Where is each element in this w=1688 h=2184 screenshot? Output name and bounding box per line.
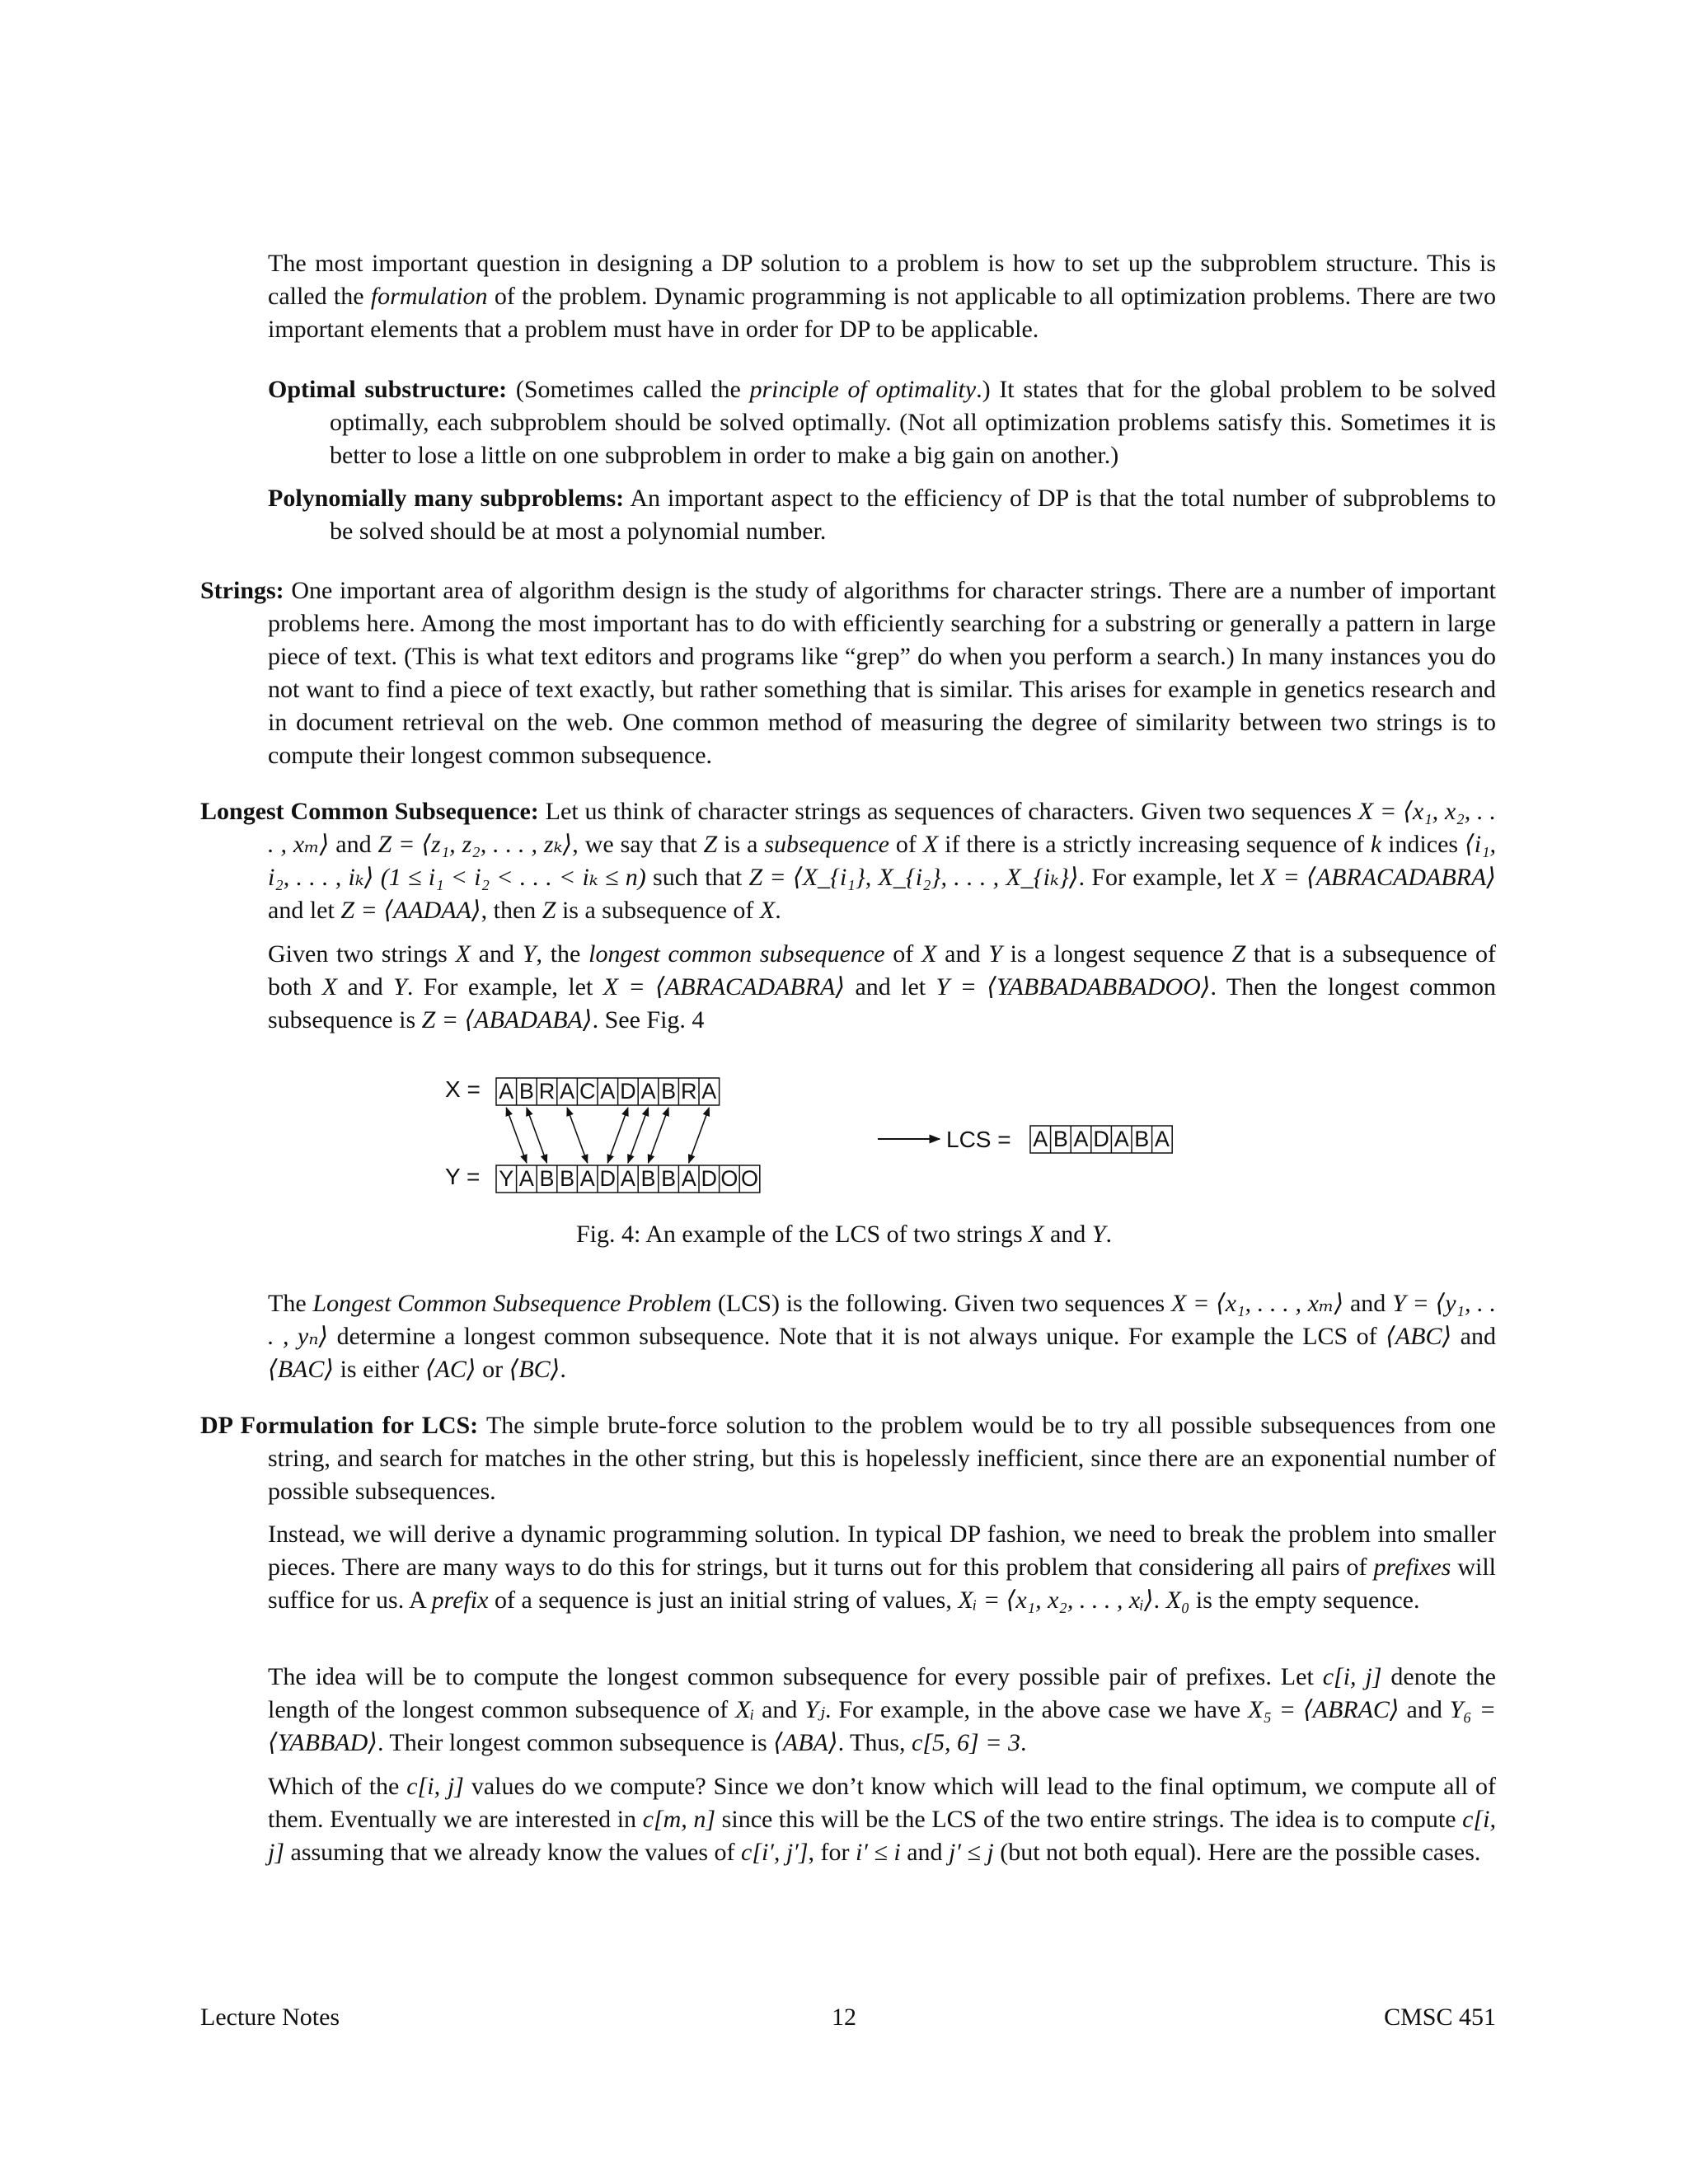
text: , the (536, 940, 589, 968)
term-heading: Polynomially many subproblems: (268, 485, 625, 512)
text: of the problem. Dynamic programming is not applicable to all optimization problems. There are two important elements that a problem must have in order for DP to be applicable. (268, 283, 1496, 343)
math: c[i′, j′] (741, 1839, 809, 1866)
text: and let (268, 897, 341, 924)
match-arrows (506, 1108, 709, 1163)
text: . (1105, 1221, 1112, 1248)
math: c[i, j] (268, 1806, 1496, 1866)
x-string-char: R (538, 1079, 556, 1104)
text: and (329, 831, 378, 858)
text: , for (808, 1839, 856, 1866)
text: . (1020, 1729, 1027, 1756)
lcs-figure (0, 1055, 1688, 1203)
y-string-label: Y = (445, 1164, 481, 1189)
x-string-char: B (661, 1079, 677, 1104)
lcs-result-char: D (1093, 1127, 1109, 1151)
text: . (1153, 1586, 1166, 1614)
lcs-result-char: A (1073, 1127, 1089, 1151)
text: Given two strings (268, 940, 456, 968)
text: Which of the (268, 1773, 407, 1800)
text: . For example, let (1078, 864, 1261, 891)
math: Yⱼ (804, 1696, 825, 1723)
x-string-char: A (560, 1079, 575, 1104)
math: ⟨BAC⟩ (268, 1356, 335, 1383)
paragraph-which (268, 1770, 1496, 1869)
emphasis: prefixes (1373, 1554, 1451, 1581)
lcs-result-char: A (1114, 1127, 1129, 1151)
math: i′ ≤ i (856, 1839, 901, 1866)
math: Y = ⟨y₁, . . . , yₙ⟩ (268, 1290, 1496, 1350)
math: Z (542, 897, 556, 924)
math: c[i, j] (1322, 1663, 1382, 1690)
math: X (455, 940, 471, 968)
term-heading: Longest Common Subsequence: (200, 798, 539, 825)
math: Y (988, 940, 1002, 968)
footer-left: Lecture Notes (200, 2004, 340, 2031)
text: is either (334, 1356, 425, 1383)
text: and (754, 1696, 805, 1723)
text: assuming that we already know the values of (284, 1839, 742, 1866)
text: values do we compute? Since we don’t know which will lead to the final optimum, we compute all of them. Eventually we are interested in (268, 1773, 1496, 1833)
math: Xᵢ (735, 1696, 755, 1723)
math: X = ⟨ABRACADABRA⟩ (603, 973, 846, 1001)
paragraph-instead (268, 1518, 1496, 1617)
lcs-result-char: A (1033, 1127, 1048, 1151)
text: The (268, 1290, 313, 1317)
match-arrow (527, 1108, 547, 1163)
math: X (321, 973, 338, 1001)
math: Z (1231, 940, 1246, 968)
match-arrow (649, 1108, 669, 1163)
math: X (922, 831, 939, 858)
text: is the empty sequence. (1189, 1586, 1420, 1614)
text: if there is a strictly increasing sequence of (938, 831, 1371, 858)
text: will suffice for us. A (268, 1554, 1496, 1614)
figure-caption (0, 1218, 1688, 1251)
math: X (921, 940, 937, 968)
text: Instead, we will derive a dynamic programming solution. In typical DP fashion, we need to break the problem into smaller pieces. There are many ways to do this for strings, but it turns out for this problem that considering all pairs of (268, 1521, 1496, 1581)
x-string-char: D (620, 1079, 636, 1104)
item-dp-formulation (200, 1409, 1496, 1508)
math: (1 ≤ i₁ < i₂ < . . . < iₖ ≤ n) (380, 864, 646, 891)
math: c[i, j] (406, 1773, 464, 1800)
text: The idea will be to compute the longest common subsequence for every possible pair of prefixes. Let (268, 1663, 1323, 1690)
text: Let us think of character strings as sequences of characters. Given two sequences (538, 798, 1358, 825)
math: ⟨ABC⟩ (1386, 1323, 1452, 1350)
x-string-char: A (600, 1079, 616, 1104)
match-arrow (607, 1108, 628, 1163)
math: Y (393, 973, 407, 1001)
math: X = ⟨x₁, x₂, . . . , xₘ⟩ (268, 798, 1496, 858)
math: X (1029, 1221, 1044, 1248)
emphasis: subsequence (764, 831, 889, 858)
text: . Then the longest common subsequence is (268, 973, 1496, 1033)
text: (LCS) is the following. Given two sequences (711, 1290, 1171, 1317)
match-arrow (689, 1108, 710, 1163)
text: One important area of algorithm design is the study of algorithms for character strings. There are a number of important problems here. Among the most important has to do with efficiently searching for a substring or generally a pattern in large piece of text. (This is what text editors and programs like “grep” do when you perform a search.) In many instances you do not want to find a piece of text exactly, but rather something that is similar. This arises for example in genetics research and in document retrieval on the web. One common method of measuring the degree of similarity between two strings is to compute their longest common subsequence. (268, 577, 1496, 769)
text: such that (645, 864, 749, 891)
text: and (936, 940, 989, 968)
x-string-label: X = (445, 1076, 481, 1102)
text: (Sometimes called the (507, 376, 750, 403)
x-string-cells (496, 1078, 720, 1105)
text: . (775, 897, 781, 924)
emphasis: longest common subsequence (588, 940, 885, 968)
item-strings (200, 574, 1496, 772)
text: and (337, 973, 394, 1001)
text: An important aspect to the efficiency of DP is that the total number of subproblems to be solved should be at most a polynomial number. (330, 485, 1496, 545)
math: Z (703, 831, 718, 858)
text: . (560, 1356, 566, 1383)
math: ⟨AC⟩ (424, 1356, 476, 1383)
emphasis: principle of optimality (749, 376, 977, 403)
match-arrow (506, 1108, 527, 1163)
y-string-char: B (661, 1166, 677, 1191)
item-polynomial-subproblems (268, 482, 1496, 548)
y-string-char: A (620, 1166, 635, 1191)
math: k (1370, 831, 1382, 858)
match-arrow (567, 1108, 588, 1163)
x-string-char: A (499, 1079, 514, 1104)
lcs-result-char: B (1134, 1127, 1150, 1151)
math: Z = ⟨z₁, z₂, . . . , zₖ⟩ (377, 831, 573, 858)
text: or (476, 1356, 509, 1383)
item-lcs-definition (200, 795, 1496, 927)
math: Y₆ = ⟨YABBAD⟩ (268, 1696, 1497, 1756)
math: Xᵢ = ⟨x₁, x₂, . . . , xᵢ⟩ (958, 1586, 1154, 1614)
y-string-char: A (518, 1166, 534, 1191)
y-string-cells (496, 1165, 760, 1193)
lcs-result-char: B (1053, 1127, 1068, 1151)
text: Fig. 4: An example of the LCS of two strings (576, 1221, 1029, 1248)
x-string-char: R (680, 1079, 697, 1104)
footer-right: CMSC 451 (1384, 2004, 1496, 2031)
item-optimal-substructure (268, 373, 1496, 472)
text: . Thus, (837, 1729, 912, 1756)
text: (but not both equal). Here are the possible cases. (993, 1839, 1481, 1866)
y-string-char: A (579, 1166, 595, 1191)
text: denote the length of the longest common subsequence of (268, 1663, 1496, 1723)
lcs-result-char: A (1154, 1127, 1170, 1151)
math: ⟨ABA⟩ (773, 1729, 838, 1756)
text: of (884, 940, 922, 968)
math: X = ⟨x₁, . . . , xₘ⟩ (1170, 1290, 1344, 1317)
math: ⟨BC⟩ (509, 1356, 560, 1383)
math: Z = ⟨X_{i₁}, X_{i₂}, . . . , X_{iₖ}⟩ (748, 864, 1079, 891)
y-string-char: D (701, 1166, 718, 1191)
text: and (1043, 1221, 1092, 1248)
x-string-char: C (579, 1079, 596, 1104)
text: is a subsequence of (556, 897, 760, 924)
text: . For example, let (406, 973, 603, 1001)
math: j′ ≤ j (949, 1839, 994, 1866)
text: and (1343, 1290, 1393, 1317)
math: X₀ (1165, 1586, 1190, 1614)
term-heading: DP Formulation for LCS: (200, 1412, 479, 1439)
math: ⟨i₁, i₂, . . . , iₖ⟩ (268, 831, 1496, 891)
text: that is a subsequence of both (268, 940, 1496, 1001)
paragraph-lcs-problem (268, 1287, 1496, 1386)
text: and (470, 940, 523, 968)
y-string-char: A (681, 1166, 696, 1191)
text: is a longest sequence (1001, 940, 1232, 968)
math: X₅ = ⟨ABRAC⟩ (1248, 1696, 1400, 1723)
math: Y (1091, 1221, 1106, 1248)
text: and (1451, 1323, 1496, 1350)
paragraph-idea (268, 1661, 1496, 1760)
term-heading: Strings: (200, 577, 284, 604)
text: of (889, 831, 923, 858)
y-string-char: Y (499, 1166, 514, 1191)
y-string-char: D (599, 1166, 617, 1191)
text: and (1399, 1696, 1450, 1723)
math: X (759, 897, 776, 924)
text: . For example, in the above case we have (824, 1696, 1249, 1723)
y-string-char: B (640, 1166, 656, 1191)
x-string-char: A (640, 1079, 656, 1104)
math: X = ⟨ABRACADABRA⟩ (1260, 864, 1497, 891)
math: Z = ⟨ABADABA⟩ (421, 1006, 593, 1033)
math: Y (522, 940, 537, 968)
math: c[5, 6] = 3 (912, 1729, 1020, 1756)
text: indices (1381, 831, 1465, 858)
lcs-result-label: LCS = (946, 1127, 1011, 1152)
paragraph-lcs-given (268, 938, 1496, 1037)
match-arrow (628, 1108, 649, 1163)
text: . See Fig. 4 (592, 1006, 705, 1033)
text: and (900, 1839, 950, 1866)
y-string-char: O (740, 1166, 759, 1191)
x-string-char: B (518, 1079, 534, 1104)
math: Z = ⟨AADAA⟩ (340, 897, 481, 924)
text: , we say that (572, 831, 704, 858)
text: and let (845, 973, 936, 1001)
page-number: 12 (832, 2004, 856, 2031)
y-string-char: B (560, 1166, 575, 1191)
text: The most important question in designing a DP solution to a problem is how to set up the subproblem structure. This is called the (268, 250, 1496, 310)
math: Y = ⟨YABBADABBADOO⟩ (935, 973, 1211, 1001)
emphasis: Longest Common Subsequence Problem (312, 1290, 712, 1317)
math: c[m, n] (642, 1806, 716, 1833)
text: The simple brute-force solution to the problem would be to try all possible subsequences from one string, and search for matches in the other string, but this is hopelessly inefficient, since there are an exponential number of possible subsequences. (268, 1412, 1496, 1505)
paragraph-dp-intro (268, 247, 1496, 346)
text: , then (481, 897, 542, 924)
text: . Their longest common subsequence is (377, 1729, 774, 1756)
emphasis: formulation (370, 283, 488, 310)
text: since this will be the LCS of the two entire strings. The idea is to compute (715, 1806, 1463, 1833)
text: determine a longest common subsequence. Note that it is not always unique. For example the LCS of (328, 1323, 1386, 1350)
text: is a (717, 831, 765, 858)
emphasis: prefix (431, 1586, 489, 1614)
lcs-result-cells (1030, 1126, 1172, 1153)
y-string-char: B (539, 1166, 555, 1191)
x-string-char: A (701, 1079, 717, 1104)
text: of a sequence is just an initial string of values, (488, 1586, 959, 1614)
text: .) It states that for the global problem to be solved optimally, each subproblem should be solved optimally. (Not all optimization problems satisfy this. Sometimes it is better to lose a little on one subproblem in order to make a big gain on another.) (330, 376, 1496, 469)
y-string-char: O (720, 1166, 738, 1191)
term-heading: Optimal substructure: (268, 376, 508, 403)
